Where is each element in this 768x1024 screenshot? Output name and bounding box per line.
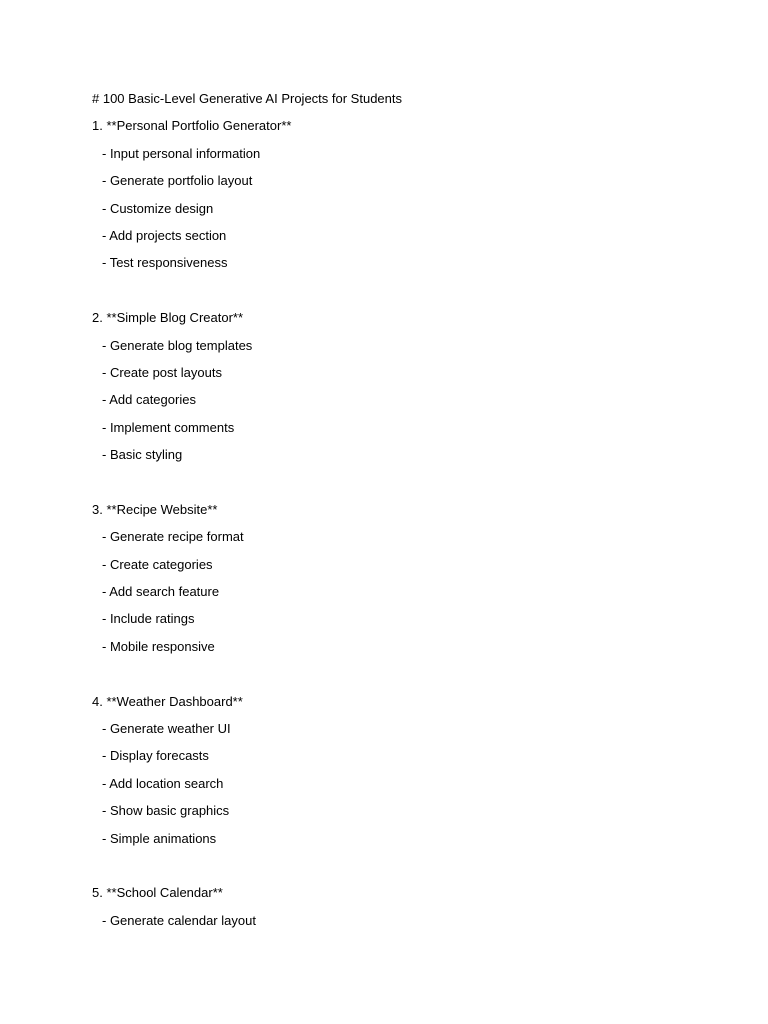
project-step: - Add location search — [102, 775, 224, 791]
project-3 — [92, 496, 712, 660]
project-step: - Input personal information — [102, 145, 261, 161]
project-step: - Test responsiveness — [102, 255, 228, 271]
project-title: 3. **Recipe Website** — [92, 501, 218, 517]
document-body — [92, 85, 712, 934]
project-step: - Generate weather UI — [102, 720, 231, 736]
project-title: 5. **School Calendar** — [92, 885, 223, 901]
project-step: - Add categories — [102, 392, 196, 408]
document-heading: # 100 Basic-Level Generative AI Projects for Students — [92, 91, 403, 106]
project-step: - Generate recipe format — [102, 529, 244, 545]
project-step: - Generate blog templates — [102, 337, 253, 353]
project-step: - Create categories — [102, 556, 213, 572]
project-step: - Basic styling — [102, 447, 183, 463]
project-step: - Mobile responsive — [102, 638, 215, 654]
project-step: - Add projects section — [102, 227, 227, 243]
project-5 — [92, 879, 712, 934]
project-step: - Customize design — [102, 200, 214, 216]
project-2 — [92, 304, 712, 468]
project-4 — [92, 688, 712, 852]
project-step: - Show basic graphics — [102, 803, 230, 819]
project-step: - Add search feature — [102, 584, 220, 600]
project-title: 1. **Personal Portfolio Generator** — [92, 118, 292, 134]
project-step: - Display forecasts — [102, 748, 209, 764]
project-step: - Generate portfolio layout — [102, 173, 253, 189]
project-step: - Include ratings — [102, 611, 195, 627]
project-title: 4. **Weather Dashboard** — [92, 693, 243, 709]
project-1 — [92, 112, 712, 276]
project-step: - Simple animations — [102, 830, 217, 846]
project-step: - Implement comments — [102, 419, 235, 435]
project-step: - Generate calendar layout — [102, 912, 256, 928]
project-title: 2. **Simple Blog Creator** — [92, 310, 244, 326]
project-step: - Create post layouts — [102, 364, 222, 380]
